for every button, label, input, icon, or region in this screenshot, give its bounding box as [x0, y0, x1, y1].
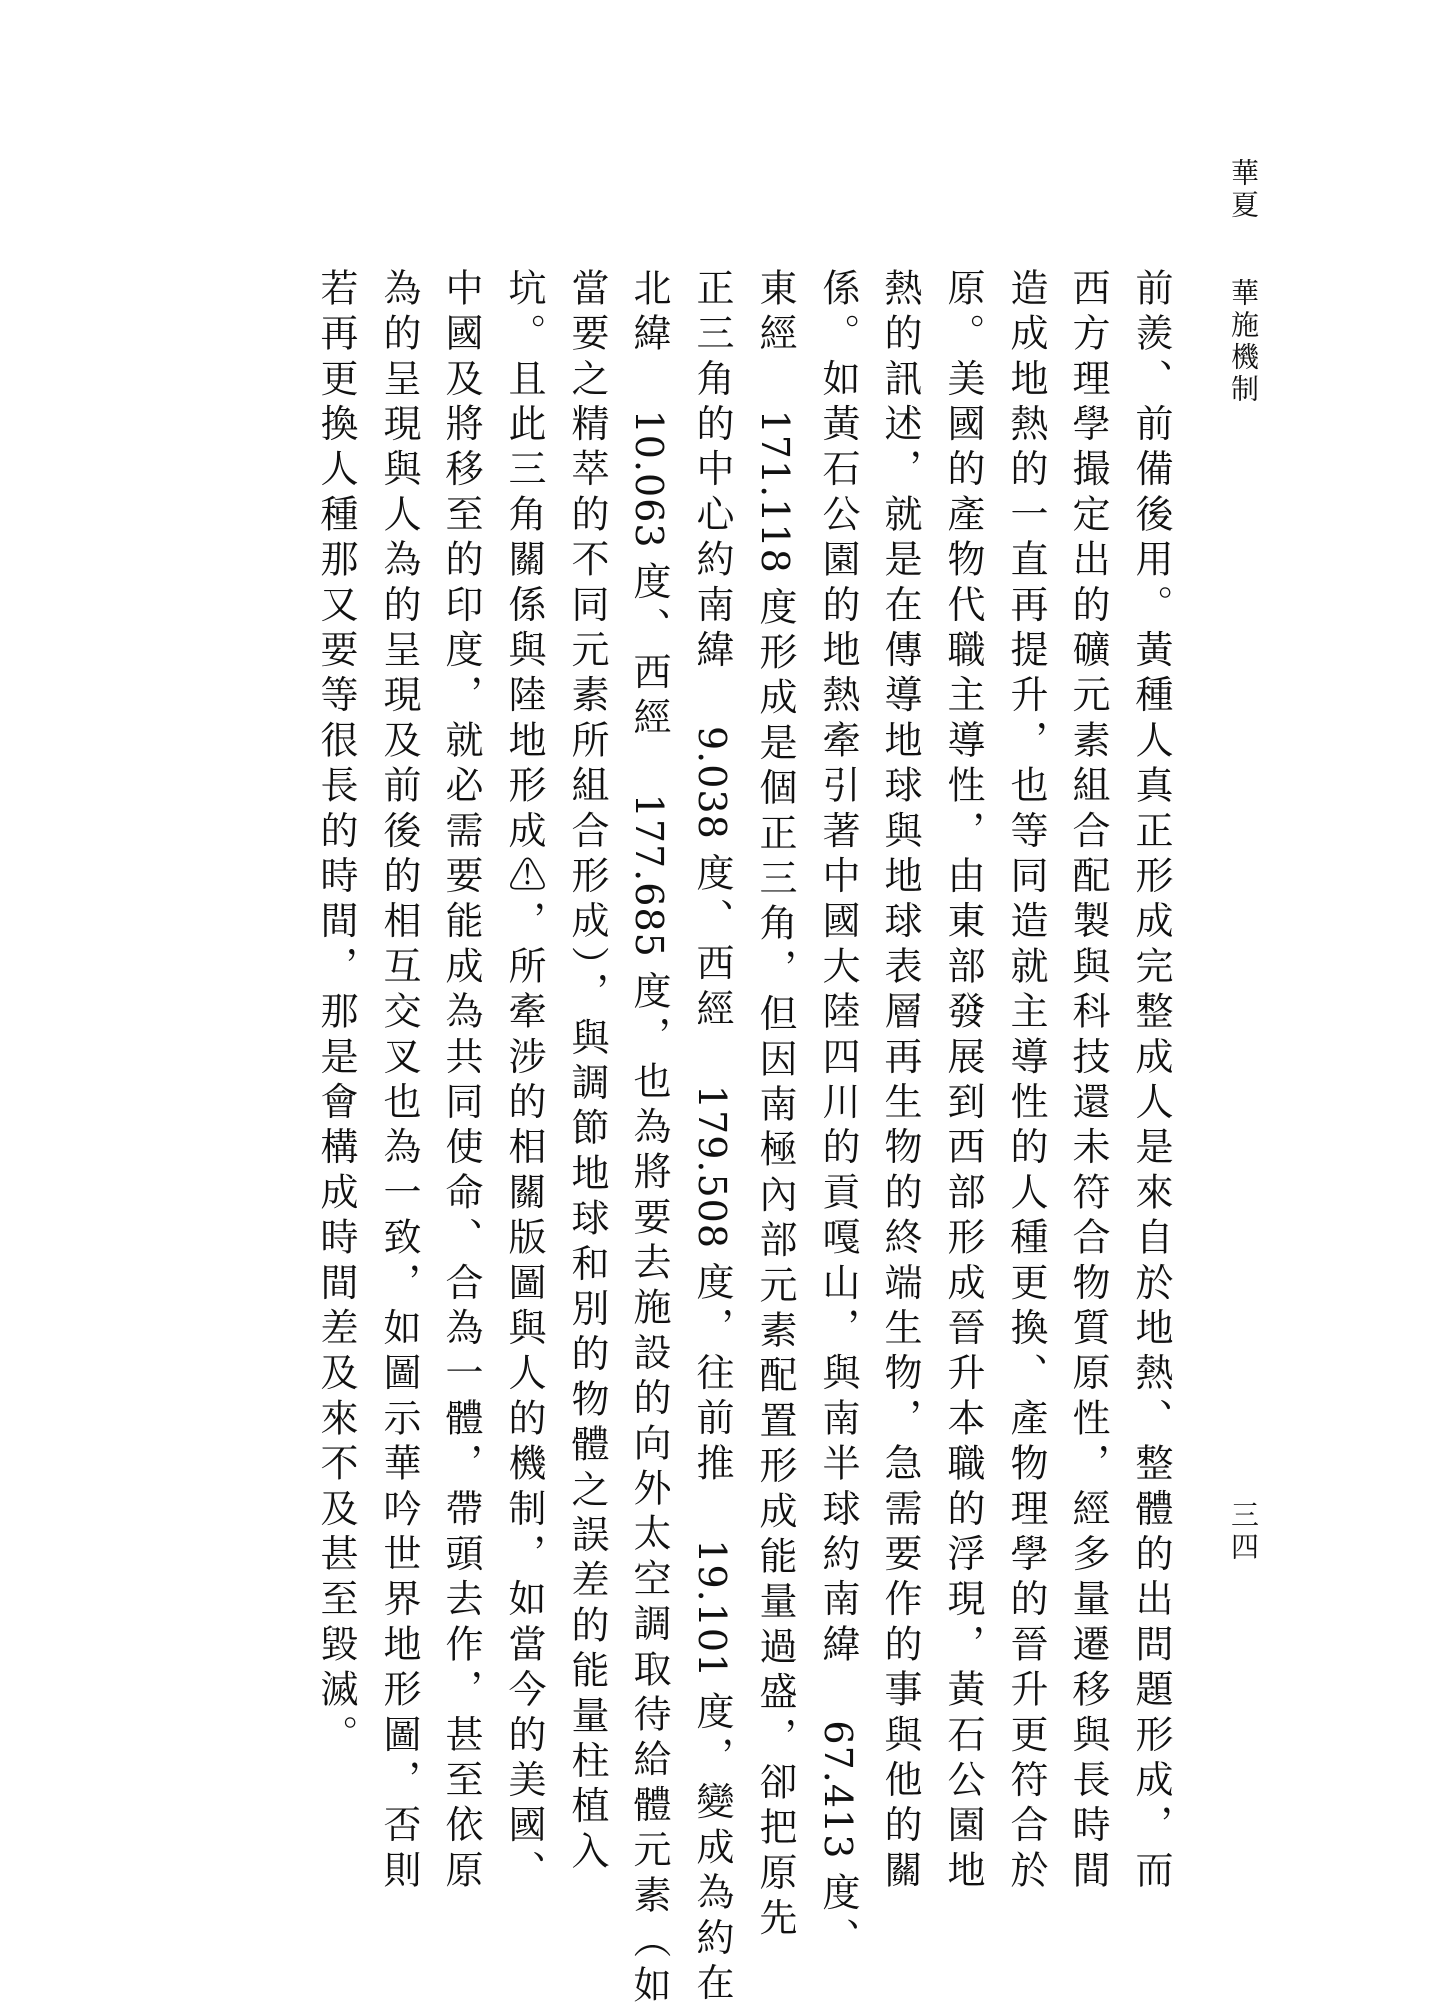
text-column: 係。如黃石公園的地熱牽引著中國大陸四川的貢嘎山，與南半球約南緯 67.413 度、	[816, 268, 860, 1963]
running-header-subtitle: 華施機制	[1227, 278, 1260, 406]
text-column: 坑。且此三角關係與陸地形成⚠，所牽涉的相關版圖與人的機制，如當今的美國、	[502, 268, 546, 1896]
text-column: 前羨、前備後用。黃種人真正形成完整成人是來自於地熱、整體的出問題形成，而	[1129, 268, 1173, 1896]
text-column: 為的呈現與人為的呈現及前後的相互交叉也為一致，如圖示華吟世界地形圖，否則	[377, 268, 421, 1896]
text-column: 若再更換人種那又要等很長的時間，那是會構成時間差及來不及甚至毀滅。	[314, 268, 358, 1760]
text-column: 北緯 10.063 度、西經 177.685 度，也為將要去施設的向外太空調取待給體元素（如	[627, 268, 671, 2010]
text-column: 原。美國的產物代職主導性，由東部發展到西部形成晉升本職的浮現，黃石公園地	[941, 268, 985, 1896]
page-number: 三四	[1227, 1500, 1260, 1564]
text-column: 熱的訊述，就是在傳導地球與地球表層再生物的終端生物，急需要作的事與他的關	[878, 268, 922, 1896]
text-column: 造成地熱的一直再提升，也等同造就主導性的人種更換、產物理學的晉升更符合於	[1004, 268, 1048, 1896]
text-column: 當要之精萃的不同元素所組合形成），與調節地球和別的物體之誤差的能量柱植入	[565, 268, 609, 1877]
text-column: 西方理學撮定出的礦元素組合配製與科技還未符合物質原性，經多量遷移與長時間	[1066, 268, 1110, 1896]
text-column: 東經 171.118 度形成是個正三角，但因南極內部元素配置形成能量過盛，卻把原先	[753, 268, 797, 1943]
text-column: 正三角的中心約南緯 9.038 度、西經 179.508 度，往前推 19.101 度，變成為約在	[690, 268, 734, 2008]
running-header-title: 華夏	[1227, 158, 1260, 222]
text-column: 中國及將移至的印度，就必需要能成為共同使命、合為一體，帶頭去作，甚至依原	[439, 268, 483, 1896]
